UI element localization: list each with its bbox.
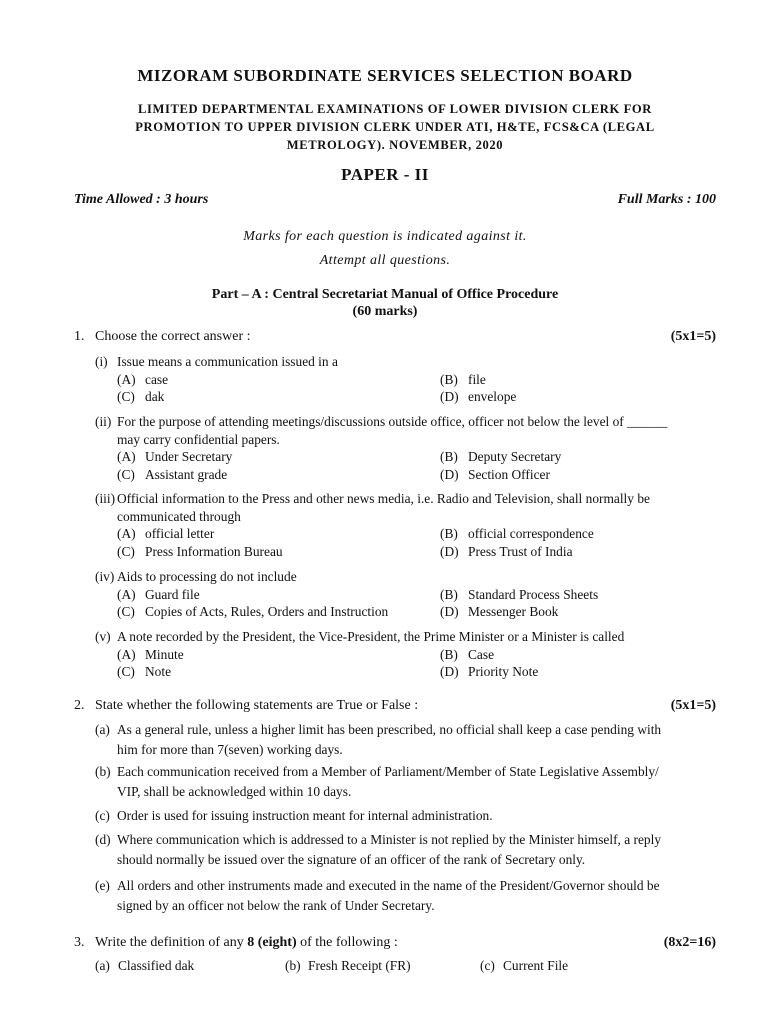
mcq-option-letter: (B) bbox=[440, 371, 458, 387]
mcq-item-line: A note recorded by the President, the Vice-President, the Prime Minister or a Minister is called bbox=[117, 629, 625, 644]
mcq-option-text: Note bbox=[145, 664, 172, 679]
question-number: 3. bbox=[74, 935, 85, 950]
true-false-line: As a general rule, unless a higher limit has been prescribed, no official shall keep a case pending with bbox=[117, 722, 662, 737]
subtitle-line: LIMITED DEPARTMENTAL EXAMINATIONS OF LOWER DIVISION CLERK FOR bbox=[138, 102, 652, 116]
mcq-option bbox=[440, 466, 550, 484]
mcq-option bbox=[117, 448, 232, 466]
mcq-option-text: Messenger Book bbox=[468, 604, 559, 619]
true-false-item bbox=[95, 830, 715, 872]
true-false-text bbox=[117, 876, 715, 916]
mcq-option-letter: (D) bbox=[440, 466, 459, 482]
true-false-text bbox=[117, 830, 715, 870]
mcq-option bbox=[117, 646, 184, 664]
question-text bbox=[95, 934, 398, 951]
instruction-attempt: Attempt all questions. bbox=[319, 253, 451, 268]
definition-label: (b) bbox=[285, 958, 301, 973]
part-a-marks: (60 marks) bbox=[352, 304, 418, 319]
mcq-option-letter: (C) bbox=[117, 543, 135, 559]
true-false-line: should normally be issued over the signature of an officer of the rank of Secretary only. bbox=[117, 852, 586, 867]
mcq-item-text bbox=[117, 353, 715, 371]
mcq-item-line: may carry confidential papers. bbox=[117, 431, 280, 447]
question-text: Choose the correct answer : bbox=[95, 329, 251, 344]
true-false-line: signed by an officer not below the rank of Under Secretary. bbox=[117, 898, 435, 913]
mcq-item-label: (i) bbox=[95, 354, 108, 369]
mcq-option-text: envelope bbox=[468, 389, 517, 404]
mcq-option-text: Minute bbox=[145, 646, 184, 662]
question-text: State whether the following statements are True or False : bbox=[95, 698, 419, 713]
true-false-label: (e) bbox=[95, 878, 110, 893]
mcq-option bbox=[440, 603, 558, 621]
true-false-label: (d) bbox=[95, 832, 111, 847]
true-false-item bbox=[95, 720, 715, 762]
true-false-item bbox=[95, 762, 715, 804]
mcq-item-text bbox=[117, 413, 715, 448]
definition-item bbox=[480, 958, 568, 974]
true-false-text bbox=[117, 762, 715, 802]
mcq-option bbox=[440, 543, 573, 561]
mcq-option bbox=[440, 448, 561, 466]
mcq-option-text: Under Secretary bbox=[145, 449, 233, 464]
question-number: 2. bbox=[74, 698, 85, 713]
definition-term: Current File bbox=[503, 958, 569, 973]
mcq-option-text: Press Information Bureau bbox=[145, 543, 283, 559]
mcq-option-letter: (B) bbox=[440, 646, 458, 662]
true-false-line: All orders and other instruments made and executed in the name of the President/Governor should be bbox=[117, 878, 660, 893]
mcq-item bbox=[95, 628, 715, 708]
true-false-item bbox=[95, 876, 715, 918]
mcq-item-line: Official information to the Press and other news media, i.e. Radio and Television, shall normally be bbox=[117, 491, 650, 506]
mcq-option bbox=[440, 586, 598, 604]
true-false-text bbox=[117, 720, 715, 760]
part-a-heading bbox=[0, 286, 770, 320]
mcq-option-letter: (D) bbox=[440, 543, 459, 559]
mcq-option-letter: (A) bbox=[117, 586, 136, 602]
mcq-option-letter: (C) bbox=[117, 466, 135, 482]
mcq-item-line: Issue means a communication issued in a bbox=[117, 354, 338, 369]
mcq-option bbox=[117, 663, 171, 681]
mcq-option-letter: (A) bbox=[117, 646, 136, 662]
mcq-option-letter: (D) bbox=[440, 664, 459, 679]
mcq-option-text: Priority Note bbox=[468, 664, 539, 679]
true-false-line: Where communication which is addressed to a Minister is not replied by the Minister himself, a reply bbox=[117, 832, 662, 847]
definition-item bbox=[95, 958, 194, 974]
mcq-option-letter: (C) bbox=[117, 604, 135, 619]
mcq-option-text: Copies of Acts, Rules, Orders and Instruction bbox=[145, 604, 389, 619]
definition-term: Classified dak bbox=[118, 958, 195, 973]
true-false-label: (b) bbox=[95, 764, 111, 779]
mcq-option bbox=[117, 586, 200, 604]
mcq-option-letter: (A) bbox=[117, 449, 136, 464]
mcq-item-label: (iii) bbox=[95, 491, 116, 506]
mcq-item-label: (ii) bbox=[95, 414, 112, 429]
definition-term: Fresh Receipt (FR) bbox=[308, 958, 411, 973]
question-marks: (5x1=5) bbox=[670, 329, 716, 344]
mcq-option bbox=[440, 525, 594, 543]
question-marks: (8x2=16) bbox=[663, 935, 716, 950]
mcq-option-text: Section Officer bbox=[468, 466, 550, 482]
mcq-option bbox=[117, 525, 214, 543]
mcq-item-line: Aids to processing do not include bbox=[117, 569, 297, 584]
mcq-option bbox=[117, 388, 164, 406]
definition-label: (a) bbox=[95, 958, 110, 973]
true-false-line: VIP, shall be acknowledged within 10 days. bbox=[117, 784, 352, 799]
mcq-option-letter: (A) bbox=[117, 526, 136, 541]
true-false-line: him for more than 7(seven) working days. bbox=[117, 742, 343, 757]
mcq-option-letter: (B) bbox=[440, 449, 458, 464]
mcq-option-text: Guard file bbox=[145, 586, 200, 602]
question-text-pre: Write the definition of any bbox=[95, 935, 248, 950]
question-3 bbox=[74, 934, 716, 951]
mcq-option-text: case bbox=[145, 371, 169, 387]
definition-label: (c) bbox=[480, 958, 495, 973]
mcq-option-letter: (D) bbox=[440, 604, 459, 619]
part-a-title: Part – A : Central Secretariat Manual of Office Procedure bbox=[211, 287, 559, 302]
instruction-marks: Marks for each question is indicated against it. bbox=[243, 229, 527, 244]
definition-item bbox=[285, 958, 411, 974]
question-marks: (5x1=5) bbox=[670, 698, 716, 713]
mcq-option-text: Deputy Secretary bbox=[468, 449, 562, 464]
mcq-option bbox=[117, 603, 388, 621]
mcq-option-letter: (B) bbox=[440, 586, 458, 602]
exam-subtitle bbox=[90, 100, 700, 154]
mcq-option bbox=[440, 371, 486, 389]
mcq-option bbox=[117, 466, 227, 484]
mcq-option bbox=[440, 646, 494, 664]
mcq-item-label: (iv) bbox=[95, 569, 115, 584]
mcq-option-text: official letter bbox=[145, 526, 215, 541]
true-false-label: (a) bbox=[95, 722, 110, 737]
true-false-text bbox=[117, 806, 715, 826]
full-marks: Full Marks : 100 bbox=[617, 192, 716, 207]
mcq-option-text: Standard Process Sheets bbox=[468, 586, 599, 602]
mcq-option-text: official correspondence bbox=[468, 526, 594, 541]
mcq-option bbox=[117, 371, 168, 389]
question-text-bold: 8 (eight) bbox=[247, 935, 297, 950]
true-false-line: Order is used for issuing instruction meant for internal administration. bbox=[117, 808, 493, 823]
mcq-option bbox=[440, 663, 538, 681]
question-1 bbox=[74, 328, 716, 345]
board-title: MIZORAM SUBORDINATE SERVICES SELECTION BOARD bbox=[137, 66, 633, 85]
question-text-post: of the following : bbox=[296, 935, 398, 950]
mcq-option-text: Case bbox=[468, 646, 495, 662]
mcq-option bbox=[117, 543, 283, 561]
mcq-option-text: Press Trust of India bbox=[468, 543, 573, 559]
true-false-line: Each communication received from a Member of Parliament/Member of State Legislative Assembly/ bbox=[117, 764, 659, 779]
mcq-item-line: For the purpose of attending meetings/discussions outside office, officer not below the level of ______ bbox=[117, 414, 668, 429]
mcq-item-text bbox=[117, 628, 715, 646]
mcq-item-text bbox=[117, 490, 715, 525]
mcq-option-text: file bbox=[468, 371, 486, 387]
question-2 bbox=[74, 697, 716, 714]
mcq-option-text: dak bbox=[145, 389, 165, 404]
mcq-item-text bbox=[117, 568, 715, 586]
mcq-option-letter: (A) bbox=[117, 371, 136, 387]
subtitle-line: METROLOGY). NOVEMBER, 2020 bbox=[286, 138, 504, 152]
mcq-option-letter: (C) bbox=[117, 389, 135, 404]
mcq-option-letter: (D) bbox=[440, 389, 459, 404]
mcq-option-text: Assistant grade bbox=[145, 466, 228, 482]
mcq-item-label: (v) bbox=[95, 629, 111, 644]
mcq-option bbox=[440, 388, 516, 406]
mcq-option-letter: (B) bbox=[440, 526, 458, 541]
mcq-item-line: communicated through bbox=[117, 508, 241, 524]
paper-title: PAPER - II bbox=[341, 165, 429, 184]
question-number: 1. bbox=[74, 329, 85, 344]
time-allowed: Time Allowed : 3 hours bbox=[74, 192, 209, 207]
mcq-option-letter: (C) bbox=[117, 664, 135, 679]
subtitle-line: PROMOTION TO UPPER DIVISION CLERK UNDER ATI, H&TE, FCS&CA (LEGAL bbox=[135, 120, 655, 134]
true-false-label: (c) bbox=[95, 808, 110, 823]
